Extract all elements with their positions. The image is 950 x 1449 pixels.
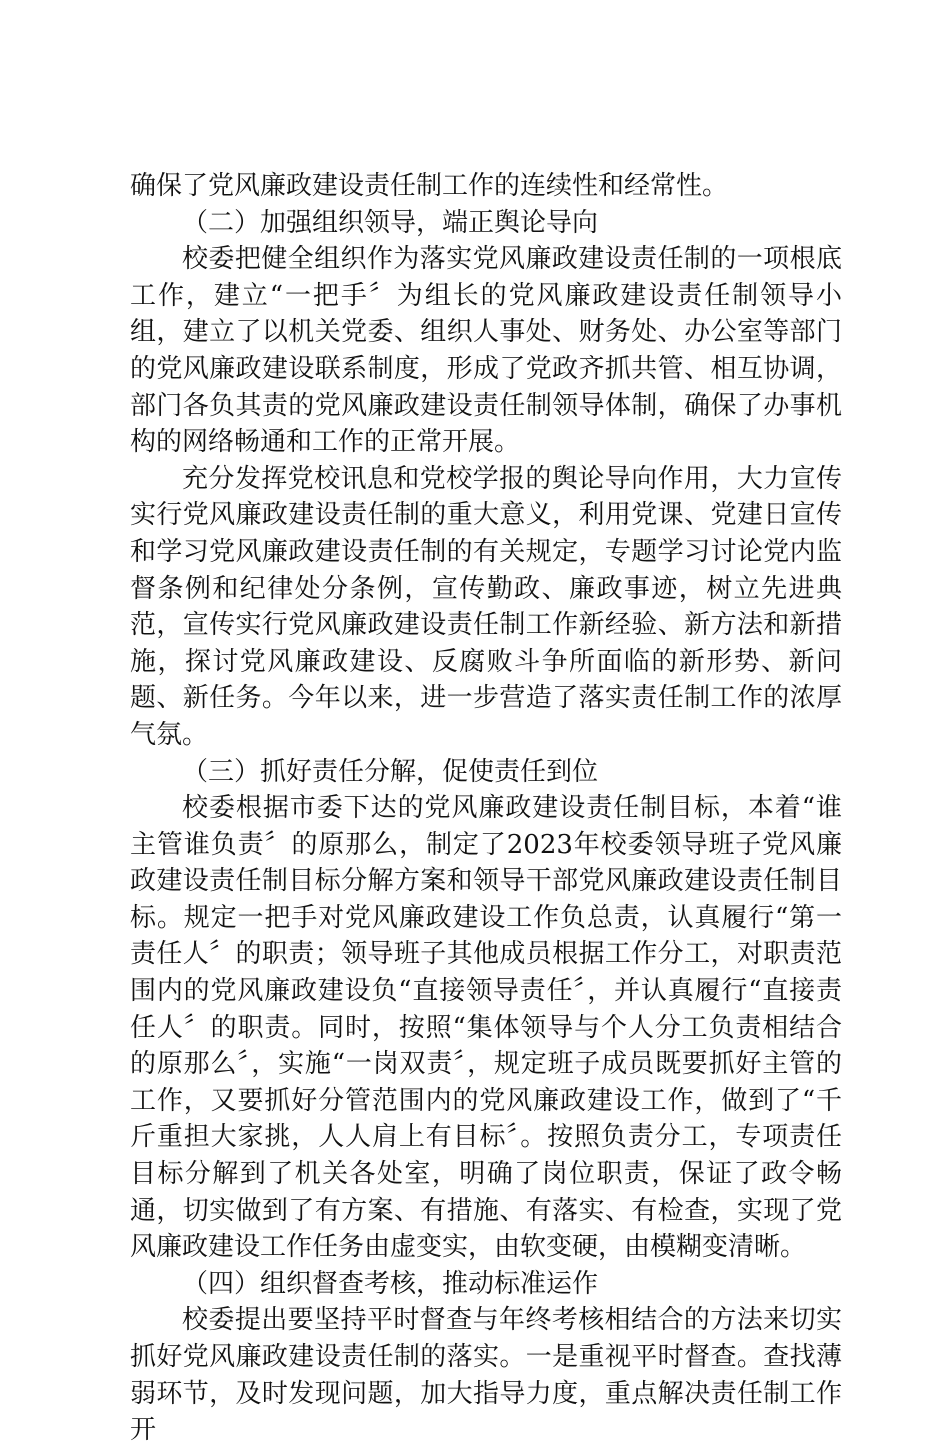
section-heading-2: （二）加强组织领导，端正舆论导向 xyxy=(182,207,599,238)
section-heading-3: （三）抓好责任分解，促使责任到位 xyxy=(182,756,599,787)
document-body xyxy=(130,168,842,1449)
paragraph-organization: 校委把健全组织作为落实党风廉政建设责任制的一项根底工作，建立“一把手〞为组长的党风廉政建设责任制领导小组，建立了以机关党委、组织人事处、财务处、办公室等部门的党风廉政建设联系制度，形成了党政齐抓共管、相互协调，部门各负其责的党风廉政建设责任制领导体制，确保了办事机构的网络畅通和工作的正常开展。 xyxy=(130,244,842,458)
paragraph-supervision: 校委提出要坚持平时督查与年终考核相结合的方法来切实抓好党风廉政建设责任制的落实。一是重视平时督查。查找薄弱环节，及时发现问题，加大指导力度，重点解决责任制工作开 xyxy=(130,1305,842,1446)
section-heading-4: （四）组织督查考核，推动标准运作 xyxy=(182,1268,599,1299)
paragraph-responsibility: 校委根据市委下达的党风廉政建设责任制目标，本着“谁主管谁负责〞的原那么，制定了2023年校委领导班子党风廉政建设责任制目标分解方案和领导干部党风廉政建设责任制目标。规定一把手对党风廉政建设工作负总责，认真履行“第一责任人〞的职责；领导班子其他成员根据工作分工，对职责范围内的党风廉政建设负“直接领导责任〞，并认真履行“直接责任人〞的职责。同时，按照“集体领导与个人分工负责相结合的原那么〞，实施“一岗双责〞，规定班子成员既要抓好主管的工作，又要抓好分管范围内的党风廉政建设工作，做到了“千斤重担大家挑，人人肩上有目标〞。按照负责分工，专项责任目标分解到了机关各处室，明确了岗位职责，保证了政令畅通，切实做到了有方案、有措施、有落实、有检查，实现了党风廉政建设工作任务由虚变实，由软变硬，由模糊变清晰。 xyxy=(130,793,842,1263)
paragraph-continuation: 确保了党风廉政建设责任制工作的连续性和经常性。 xyxy=(130,171,729,201)
paragraph-publicity: 充分发挥党校讯息和党校学报的舆论导向作用，大力宣传实行党风廉政建设责任制的重大意义，利用党课、党建日宣传和学习党风廉政建设责任制的有关规定，专题学习讨论党内监督条例和纪律处分条例，宣传勤政、廉政事迹，树立先进典范，宣传实行党风廉政建设责任制工作新经验、新方法和新措施，探讨党风廉政建设、反腐败斗争所面临的新形势、新问题、新任务。今年以来，进一步营造了落实责任制工作的浓厚气氛。 xyxy=(130,463,842,750)
